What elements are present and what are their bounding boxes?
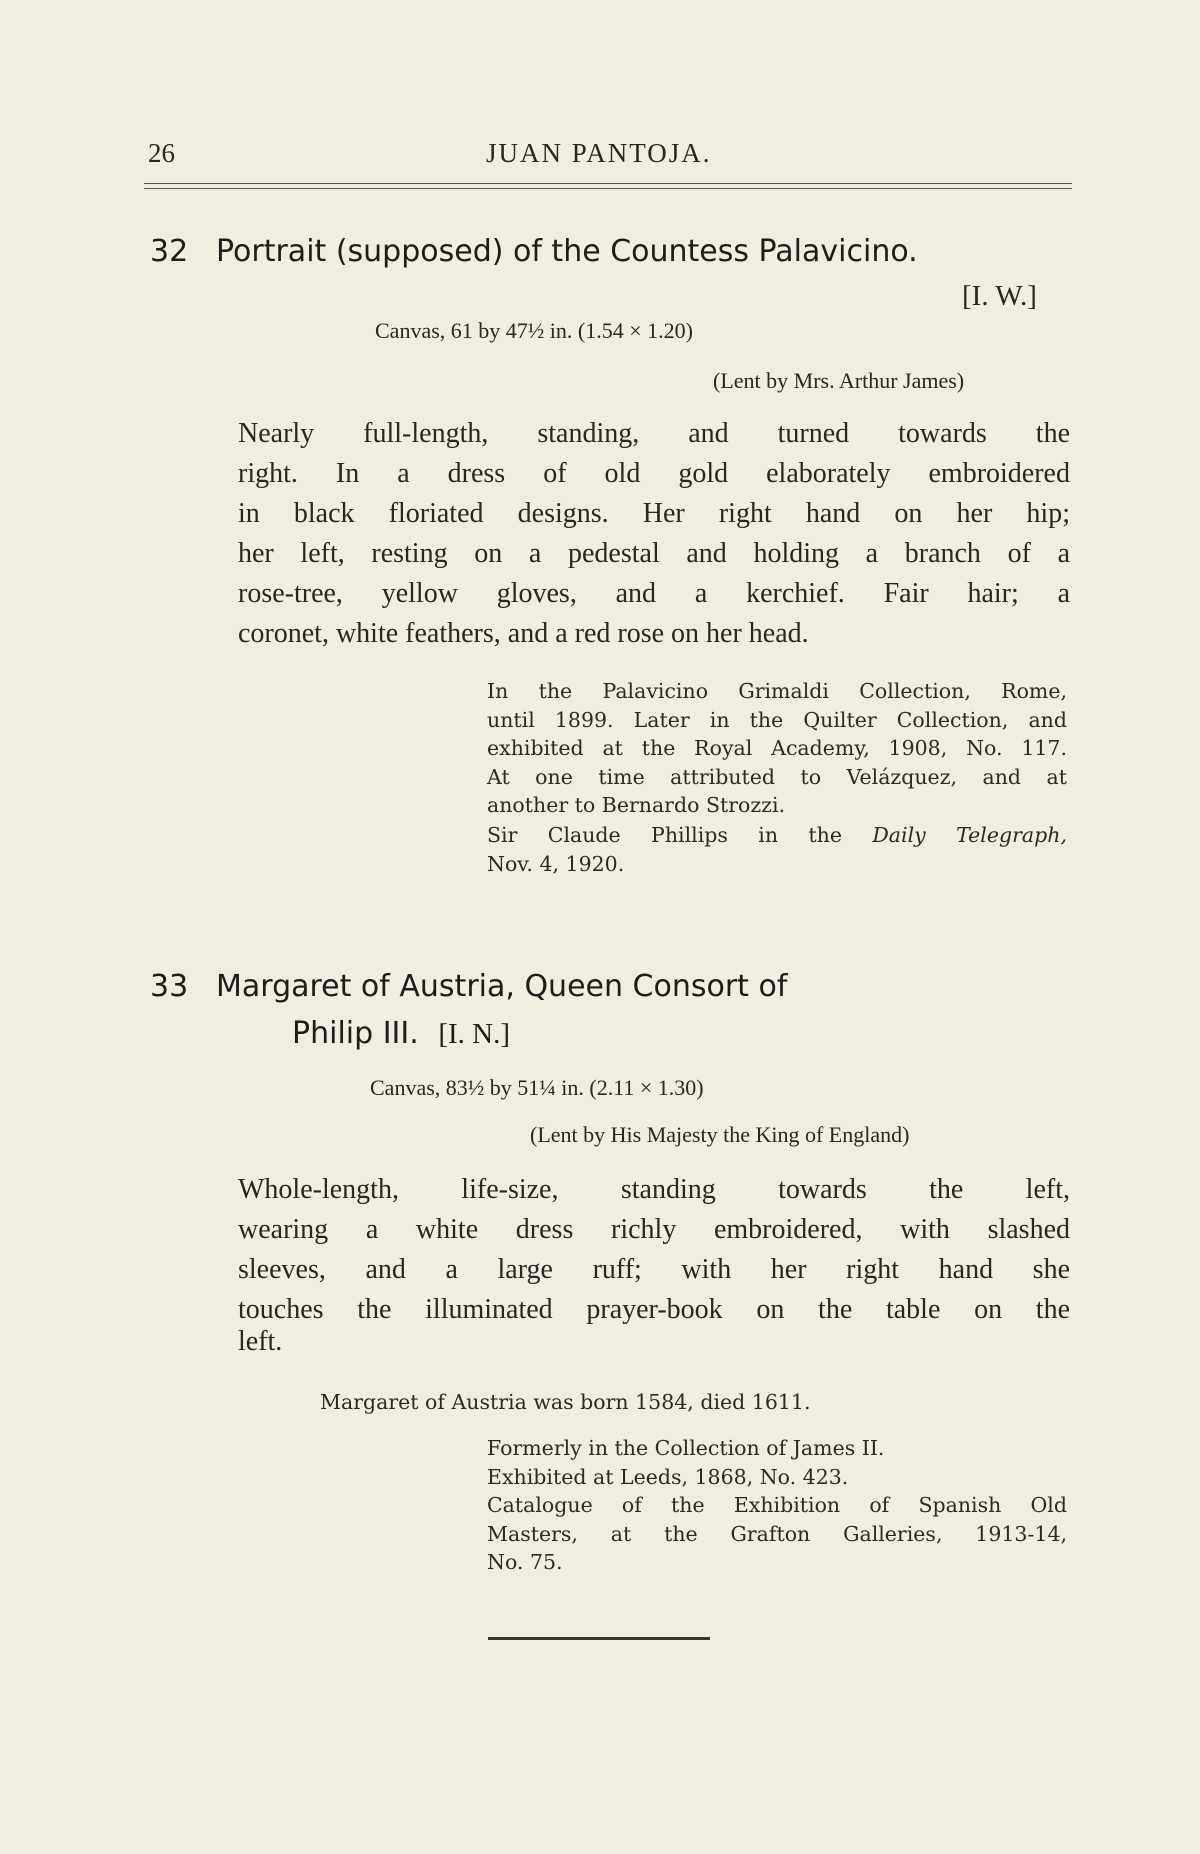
entry-33-number: 33: [150, 969, 189, 1004]
provenance-line: another to Bernardo Strozzi.: [487, 793, 786, 817]
citation-line: [487, 821, 1067, 850]
description-line: touches the illuminated prayer-book on the table on the: [238, 1294, 1070, 1325]
entry-33-title-line1: Margaret of Austria, Queen Consort of: [216, 969, 788, 1004]
running-head: [148, 138, 1072, 178]
citation-prefix: Sir Claude Phillips in the: [487, 823, 842, 847]
entry-32-collection-mark: [I. W.]: [962, 280, 1037, 312]
entry-32-description-block: [238, 494, 1070, 654]
entry-32-lender: (Lent by Mrs. Arthur James): [713, 368, 965, 393]
provenance-line: Formerly in the Collection of James II.: [487, 1436, 885, 1460]
entry-32-citation: [487, 821, 1067, 878]
provenance-line: In the Palavicino Grimaldi Collection, Rome,: [487, 679, 1067, 703]
entry-32-description: [238, 414, 1070, 454]
entry-32-title: [150, 234, 918, 269]
entry-33-collection-mark: [I. N.]: [438, 1018, 510, 1050]
entry-33-title: [150, 969, 787, 1004]
provenance-line: At one time attributed to Velázquez, and at: [487, 764, 1067, 789]
entry-32-dimensions: Canvas, 61 by 47½ in. (1.54 × 1.20): [375, 318, 693, 343]
entry-33-title-line2: Philip III.: [292, 1016, 419, 1051]
description-line: in black floriated designs. Her right hand on her hip;: [238, 498, 1070, 529]
end-rule: [488, 1637, 710, 1640]
description-line: coronet, white feathers, and a red rose on her head.: [238, 618, 809, 649]
description-line: wearing a white dress richly embroidered, with slashed: [238, 1214, 1070, 1245]
entry-32-title-text: Portrait (supposed) of the Countess Palavicino.: [216, 234, 918, 269]
entry-33-description: [238, 1170, 1070, 1362]
provenance-line: Masters, at the Grafton Galleries, 1913-14,: [487, 1521, 1067, 1546]
citation-date: Nov. 4, 1920.: [487, 851, 625, 876]
provenance-line: No. 75.: [487, 1550, 563, 1574]
entry-32-number: 32: [150, 234, 189, 269]
entry-32-provenance: [487, 677, 1067, 820]
provenance-line: Exhibited at Leeds, 1868, No. 423.: [487, 1464, 849, 1489]
description-line: right. In a dress of old gold elaborately embroidered: [238, 458, 1070, 489]
description-line: Whole-length, life-size, standing towards the left,: [238, 1174, 1070, 1205]
description-line: her left, resting on a pedestal and holding a branch of a: [238, 538, 1070, 569]
provenance-line: exhibited at the Royal Academy, 1908, No. 117.: [487, 736, 1067, 760]
description-line: rose-tree, yellow gloves, and a kerchief. Fair hair; a: [238, 578, 1070, 609]
entry-33-title-line2-row: [292, 1016, 510, 1051]
entry-32-description-rest: [238, 454, 1070, 494]
provenance-line: Catalogue of the Exhibition of Spanish Old: [487, 1493, 1067, 1517]
running-title: JUAN PANTOJA.: [486, 138, 712, 168]
description-line: sleeves, and a large ruff; with her right hand she: [238, 1254, 1070, 1285]
description-line: Nearly full-length, standing, and turned towards the: [238, 418, 1070, 449]
citation-source: Daily Telegraph,: [872, 823, 1067, 847]
header-rule-top: [144, 183, 1072, 184]
page-number: 26: [148, 138, 175, 168]
entry-33-note: Margaret of Austria was born 1584, died 1611.: [320, 1390, 811, 1414]
description-line: left.: [238, 1326, 283, 1357]
entry-33-dimensions: Canvas, 83½ by 51¼ in. (2.11 × 1.30): [370, 1075, 704, 1100]
header-rule-bottom: [144, 188, 1072, 189]
provenance-line: until 1899. Later in the Quilter Collection, and: [487, 707, 1067, 732]
entry-33-provenance: [487, 1434, 1067, 1577]
entry-33-lender: (Lent by His Majesty the King of England): [530, 1122, 910, 1147]
